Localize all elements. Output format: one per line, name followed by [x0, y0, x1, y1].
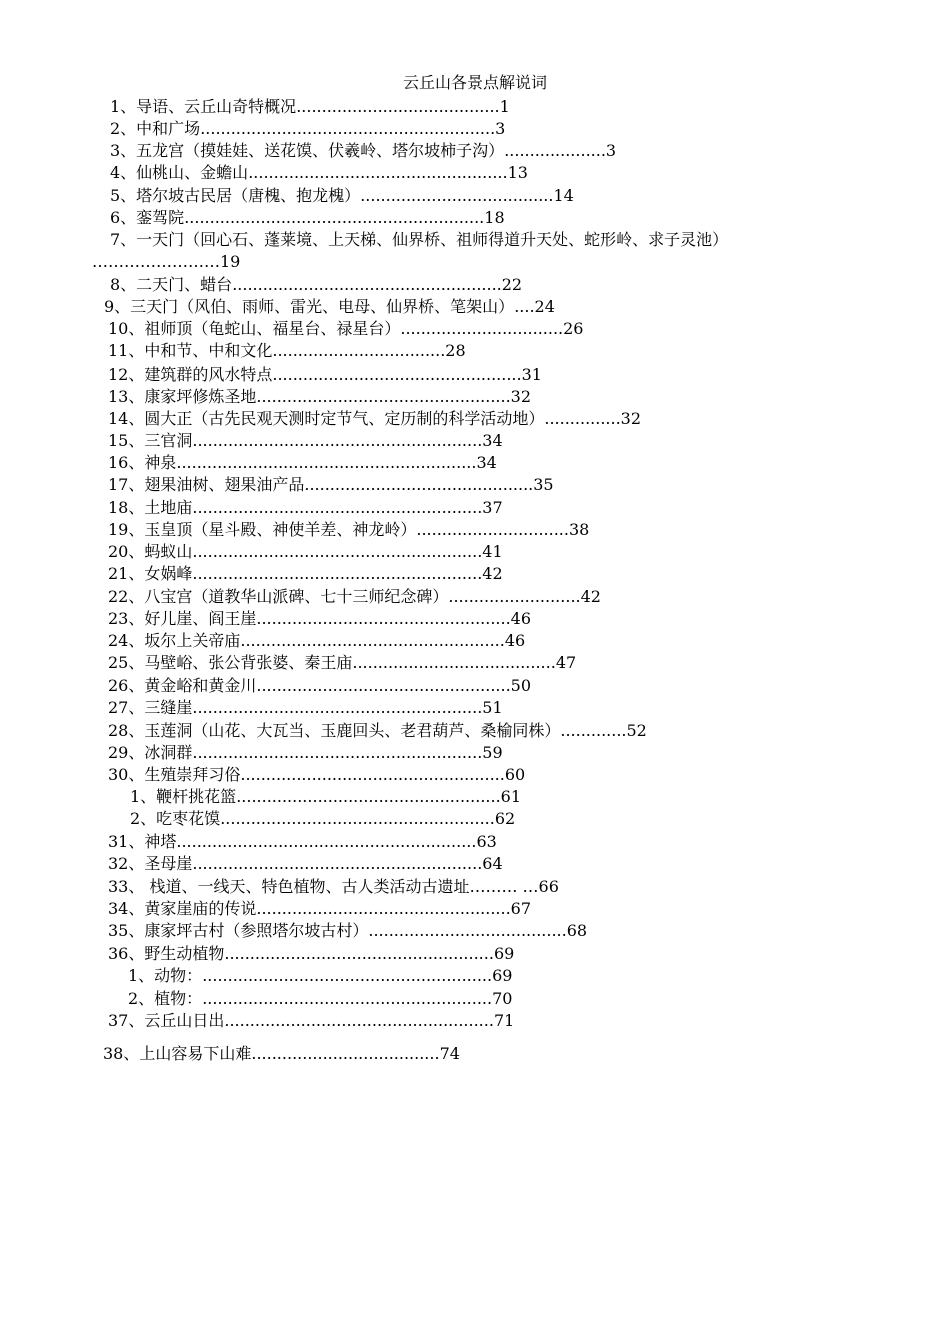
toc-entry-label: 13、康家坪修炼圣地: [108, 387, 257, 406]
toc-entry: [130, 808, 515, 830]
toc-entry-leader: .....................................................: [232, 275, 502, 294]
toc-entry-page: 63: [476, 832, 497, 851]
toc-entry-page: 32: [620, 409, 642, 428]
toc-entry: [108, 697, 503, 719]
toc-entry: [108, 563, 503, 585]
toc-entry: [110, 207, 505, 229]
toc-entry-page: 67: [510, 899, 532, 918]
toc-entry: [110, 185, 574, 207]
toc-entry-leader: .............: [560, 721, 627, 740]
toc-entry-leader: ................................: [400, 319, 564, 338]
toc-entry-leader: .........................................................: [192, 542, 483, 561]
toc-entry-page: 47: [555, 653, 577, 672]
toc-entry-page: 14: [553, 186, 574, 205]
toc-entry-label: 35、康家坪古村（参照塔尔坡古村）: [108, 921, 369, 940]
toc-entry-page: 32: [510, 387, 532, 406]
toc-entry-label: 19、玉皇顶（星斗殿、神使羊差、神龙岭）: [108, 520, 417, 539]
toc-entry-label: 22、八宝宫（道教华山派碑、七十三师纪念碑）: [108, 587, 449, 606]
toc-entry-leader: ......................................................: [220, 809, 495, 828]
toc-entry-leader: .........................................................: [192, 698, 483, 717]
toc-entry-page: 62: [494, 809, 516, 828]
toc-entry-page: 59: [482, 743, 503, 762]
toc-entry: [108, 920, 587, 942]
toc-entry-leader: .........................................................: [202, 966, 493, 985]
toc-entry-page: 42: [482, 564, 503, 583]
toc-entry-label: 30、生殖崇拜习俗: [108, 765, 241, 784]
toc-entry: [108, 831, 497, 853]
toc-entry: [108, 764, 525, 786]
toc-entry-page: 71: [493, 1011, 515, 1030]
toc-entry: [108, 497, 503, 519]
toc-entry-label: 2、吃枣花馍: [130, 809, 221, 828]
toc-entry-label: 1、鞭杆挑花篮: [130, 787, 237, 806]
toc-entry: [103, 1043, 460, 1065]
toc-entry: [108, 742, 503, 764]
toc-entry-leader: .............................................: [304, 475, 534, 494]
toc-entry-leader: ........................................: [296, 97, 500, 116]
toc-entry-page: 22: [501, 275, 523, 294]
toc-entry-page: 18: [484, 208, 505, 227]
toc-entry-leader: .........................................................: [192, 431, 483, 450]
toc-entry: [108, 675, 531, 697]
toc-entry-page: 69: [492, 966, 513, 985]
toc-entry-label: 34、黄家崖庙的传说: [108, 899, 257, 918]
toc-entry-page: 41: [482, 542, 503, 561]
toc-entry-page: 61: [500, 787, 522, 806]
toc-entry-leader: .........................................................: [202, 989, 493, 1008]
toc-entry-label: 2、中和广场: [110, 119, 201, 138]
toc-entry-label: 3、五龙宫（摸娃娃、送花馍、伏羲岭、塔尔坡柿子沟）: [110, 141, 505, 160]
toc-entry-page: 31: [521, 365, 542, 384]
toc-entry-label: 26、黄金峪和黄金川: [108, 676, 257, 695]
toc-entry-page: 37: [482, 498, 503, 517]
toc-entry-leader: ..............................: [416, 520, 569, 539]
toc-entry: [108, 876, 559, 898]
toc-entry-leader: .........................................................: [192, 743, 483, 762]
toc-entry-leader: ..................................................: [256, 387, 511, 406]
toc-entry-label: 27、三缝崖: [108, 698, 193, 717]
toc-entry: [108, 898, 531, 920]
toc-entry-label: 16、神泉: [108, 453, 177, 472]
toc-entry: [108, 630, 525, 652]
toc-entry: [108, 318, 583, 340]
toc-entry-label: 14、圆大正（古先民观天测时定节气、定历制的科学活动地）: [108, 409, 545, 428]
toc-entry-label: 8、二天门、蜡台: [110, 275, 233, 294]
toc-entry-page: 24: [534, 297, 555, 316]
toc-entry-page: 26: [563, 319, 584, 338]
toc-entry-leader: ..................................................: [256, 899, 511, 918]
toc-entry: [108, 720, 647, 742]
toc-entry-leader: ..........................................................: [200, 119, 496, 138]
toc-entry-label: 1、导语、云丘山奇特概况: [110, 97, 297, 116]
toc-entry-leader: ....: [514, 297, 535, 316]
toc-entry-label: 33、 栈道、一线天、特色植物、古人类活动古遗址……… …: [108, 877, 539, 896]
toc-entry-leader: ....................: [504, 141, 606, 160]
toc-entry-page: 28: [445, 341, 466, 360]
toc-entry-label: 25、马壁峪、张公背张婆、秦王庙: [108, 653, 353, 672]
toc-entry: [130, 786, 521, 808]
toc-entry-leader: ...............: [544, 409, 621, 428]
toc-entry: [110, 162, 528, 184]
toc-entry-page: 1: [499, 97, 510, 116]
toc-entry-leader: .....................................................: [224, 1011, 494, 1030]
toc-entry-label: 7、一天门（回心石、蓬莱境、上天梯、仙界桥、祖师得道升天处、蛇形岭、求子灵池）: [110, 230, 729, 249]
toc-entry-page: 3: [495, 119, 506, 138]
toc-entry-leader: .....................................: [251, 1044, 440, 1063]
toc-entry-leader: ...................................................: [248, 163, 508, 182]
toc-entry-leader: .........................................................: [192, 564, 483, 583]
toc-entry-leader: ....................................................: [240, 631, 505, 650]
toc-entry-page: 52: [626, 721, 647, 740]
toc-entry-leader: .........................................................: [192, 854, 483, 873]
toc-entry: [108, 652, 576, 674]
toc-entry-label: 17、翅果油树、翅果油产品: [108, 475, 305, 494]
toc-entry-leader: ......................................: [360, 186, 554, 205]
toc-entry: [128, 965, 512, 987]
toc-entry-label: 31、神塔: [108, 832, 177, 851]
toc-entry-label: 10、祖师顶（龟蛇山、福星台、禄星台）: [108, 319, 401, 338]
toc-entry: [108, 474, 554, 496]
toc-entry-page: 70: [492, 989, 513, 1008]
toc-entry-label: 23、好儿崖、阎王崖: [108, 609, 257, 628]
toc-entry: [128, 988, 512, 1010]
toc-entry-leader: .........................................................: [192, 498, 483, 517]
toc-entry: [110, 229, 728, 251]
toc-entry-label: 1、动物：: [128, 966, 203, 985]
toc-entry: [108, 364, 542, 386]
toc-entry-page: 51: [482, 698, 503, 717]
toc-entry-leader: ........................................: [352, 653, 556, 672]
toc-entry-label: 9、三天门（风伯、雨师、雷光、电母、仙界桥、笔架山）: [104, 297, 515, 316]
toc-entry-page: 50: [510, 676, 532, 695]
toc-entry-label: 11、中和节、中和文化: [108, 341, 273, 360]
toc-entry-label: 36、野生动植物: [108, 944, 225, 963]
toc-entry: [110, 96, 510, 118]
toc-entry: [108, 519, 589, 541]
toc-entry-label: 37、云丘山日出: [108, 1011, 225, 1030]
toc-entry-page: 60: [504, 765, 526, 784]
document-title: 云丘山各景点解说词: [402, 73, 547, 92]
toc-entry-leader: ....................................................: [236, 787, 501, 806]
toc-entry: [108, 943, 514, 965]
toc-entry-label: 20、蚂蚁山: [108, 542, 193, 561]
toc-entry-label: 18、土地庙: [108, 498, 193, 517]
toc-entry-label: 12、建筑群的风水特点: [108, 365, 273, 384]
toc-entry-page: 46: [504, 631, 526, 650]
toc-entry: [110, 140, 616, 162]
toc-entry-label: 15、三官洞: [108, 431, 193, 450]
toc-entry-label: 5、塔尔坡古民居（唐槐、抱龙槐）: [110, 186, 361, 205]
toc-entry-page: 13: [507, 163, 528, 182]
toc-entry-label: 29、冰洞群: [108, 743, 193, 762]
toc-entry-label: 38、上山容易下山难: [103, 1044, 252, 1063]
toc-entry: [108, 586, 601, 608]
toc-entry: [108, 608, 531, 630]
toc-entry-label: 2、植物：: [128, 989, 203, 1008]
toc-entry-label: 6、銮驾院: [110, 208, 185, 227]
toc-entry-page: 46: [510, 609, 532, 628]
toc-entry-leader: .......................................: [368, 921, 567, 940]
toc-entry: [108, 386, 531, 408]
toc-entry-leader: ....................................................: [240, 765, 505, 784]
toc-entry-leader: ..................................: [272, 341, 446, 360]
toc-entry-leader: ...........................................................: [176, 453, 477, 472]
toc-entry: [108, 340, 466, 362]
toc-entry-label: 28、玉莲洞（山花、大瓦当、玉鹿回头、老君葫芦、桑榆同株）: [108, 721, 561, 740]
toc-entry-label: 4、仙桃山、金蟾山: [110, 163, 249, 182]
toc-entry-label: 32、圣母崖: [108, 854, 193, 873]
toc-entry-label: 24、坂尔上关帝庙: [108, 631, 241, 650]
toc-entry: [108, 408, 641, 430]
toc-entry-leader: ..................................................: [256, 676, 511, 695]
toc-entry-leader: .................................................: [272, 365, 522, 384]
toc-entry: [108, 452, 497, 474]
toc-entry: [108, 430, 503, 452]
toc-entry-page: 3: [605, 141, 617, 160]
toc-entry-label: 21、女娲峰: [108, 564, 193, 583]
toc-entry: [108, 853, 503, 875]
toc-entry-leader: ...........................................................: [184, 208, 485, 227]
toc-entry: [104, 296, 555, 318]
toc-entry-page: 34: [476, 453, 497, 472]
toc-entry: [108, 541, 503, 563]
toc-entry: [92, 251, 240, 273]
toc-entry-page: 34: [482, 431, 503, 450]
toc-entry: [108, 1010, 514, 1032]
toc-entry-leader: ……………………: [92, 252, 220, 271]
toc-entry-page: 74: [439, 1044, 460, 1063]
toc-entry: [110, 274, 522, 296]
toc-entry-page: 66: [538, 877, 559, 896]
toc-entry-leader: .....................................................: [224, 944, 494, 963]
toc-entry-page: 35: [533, 475, 554, 494]
toc-entry-page: 42: [580, 587, 601, 606]
toc-entry-page: 69: [493, 944, 515, 963]
toc-entry-page: 64: [482, 854, 503, 873]
toc-entry-leader: ...........................................................: [176, 832, 477, 851]
toc-entry-page: 38: [568, 520, 590, 539]
toc-entry-leader: ..................................................: [256, 609, 511, 628]
toc-entry-leader: ..........................: [448, 587, 581, 606]
toc-entry: [110, 118, 505, 140]
toc-entry-page: 19: [220, 252, 241, 271]
toc-entry-page: 68: [566, 921, 588, 940]
